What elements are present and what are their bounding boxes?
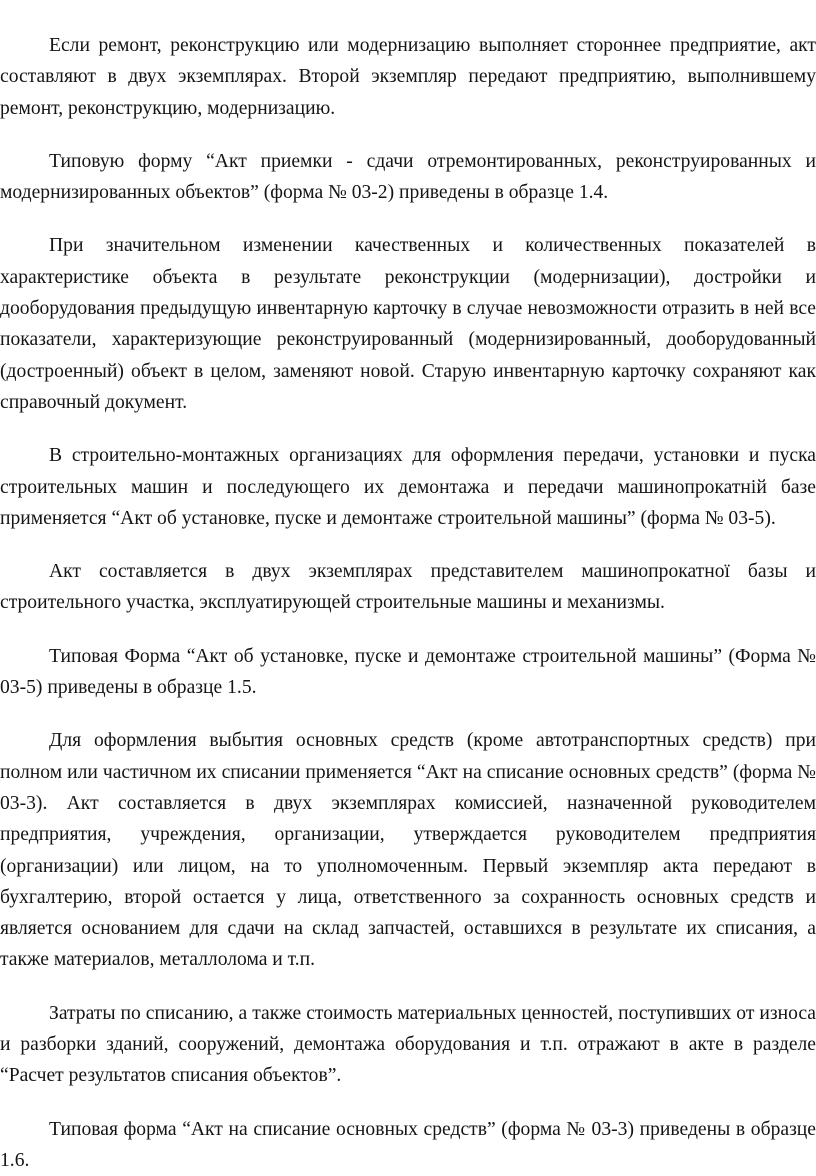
paragraph-1: Если ремонт, реконструкцию или модернизацию выполняет стороннее предприятие, акт составляют в двух экземплярах. Второй экземпляр передают предприятию, выполнившему ремонт, реконструкцию, модернизацию.: [0, 35, 816, 119]
paragraph-5: Акт составляется в двух экземплярах представителем машинопрокатноï базы и строительного участка, эксплуатирующей строительные машины и механизмы.: [0, 561, 816, 614]
paragraph-6: Типовая Форма “Акт об установке, пуске и демонтаже строительной машины” (Форма № 03-5) приведены в образце 1.5.: [0, 645, 816, 699]
paragraph-9: Типовая форма “Акт на списание основных средств” (форма № 03-3) приведены в образце 1.6.: [0, 1118, 816, 1171]
paragraph-8: Затраты по списанию, а также стоимость материальных ценностей, поступивших от износа и разборки зданий, сооружений, демонтажа оборудования и т.п. отражают в акте в разделе “Расчет результатов списания объектов”.: [0, 1002, 816, 1087]
paragraph-7: Для оформления выбытия основных средств (кроме автотранспортных средств) при полном или частичном их списании применяется “Акт на списание основных средств” (форма № 03-3). Акт составляется в двух экземплярах комиссией, назначенной руководителем предприятия, учреждения, организации, утверждается руководителем предприятия (организации) или лицом, на то уполномоченным. Первый экземпляр акта передают в бухгалтерию, второй остается у лица, ответственного за сохранность основных средств и является основанием для сдачи на склад запчастей, оставшихся в результате их списания, а также материалов, металлолома и т.п.: [0, 730, 816, 971]
paragraph-3: При значительном изменении качественных и количественных показателей в характеристике объекта в результате реконструкции (модернизации), достройки и дооборудования предыдущую инвентарную карточку в случае невозможности отразить в ней все показатели, характеризующие реконструированный (модернизированный, дооборудованный (достроенный) объект в целом, заменяют новой. Старую инвентарную карточку сохраняют как справочный документ.: [0, 235, 816, 413]
paragraph-4: В строительно-монтажных организациях для оформления передачи, установки и пуска строительных машин и последующего их демонтажа и передачи машинопрокатнiй базе применяется “Акт об установке, пуске и демонтаже строительной машины” (форма № 03-5).: [0, 445, 816, 529]
paragraph-2: Типовую форму “Акт приемки - сдачи отремонтированных, реконструированных и модернизированных объектов” (форма № 03-2) приведены в образце 1.4.: [0, 150, 816, 204]
document-page: [0, 30, 816, 1176]
